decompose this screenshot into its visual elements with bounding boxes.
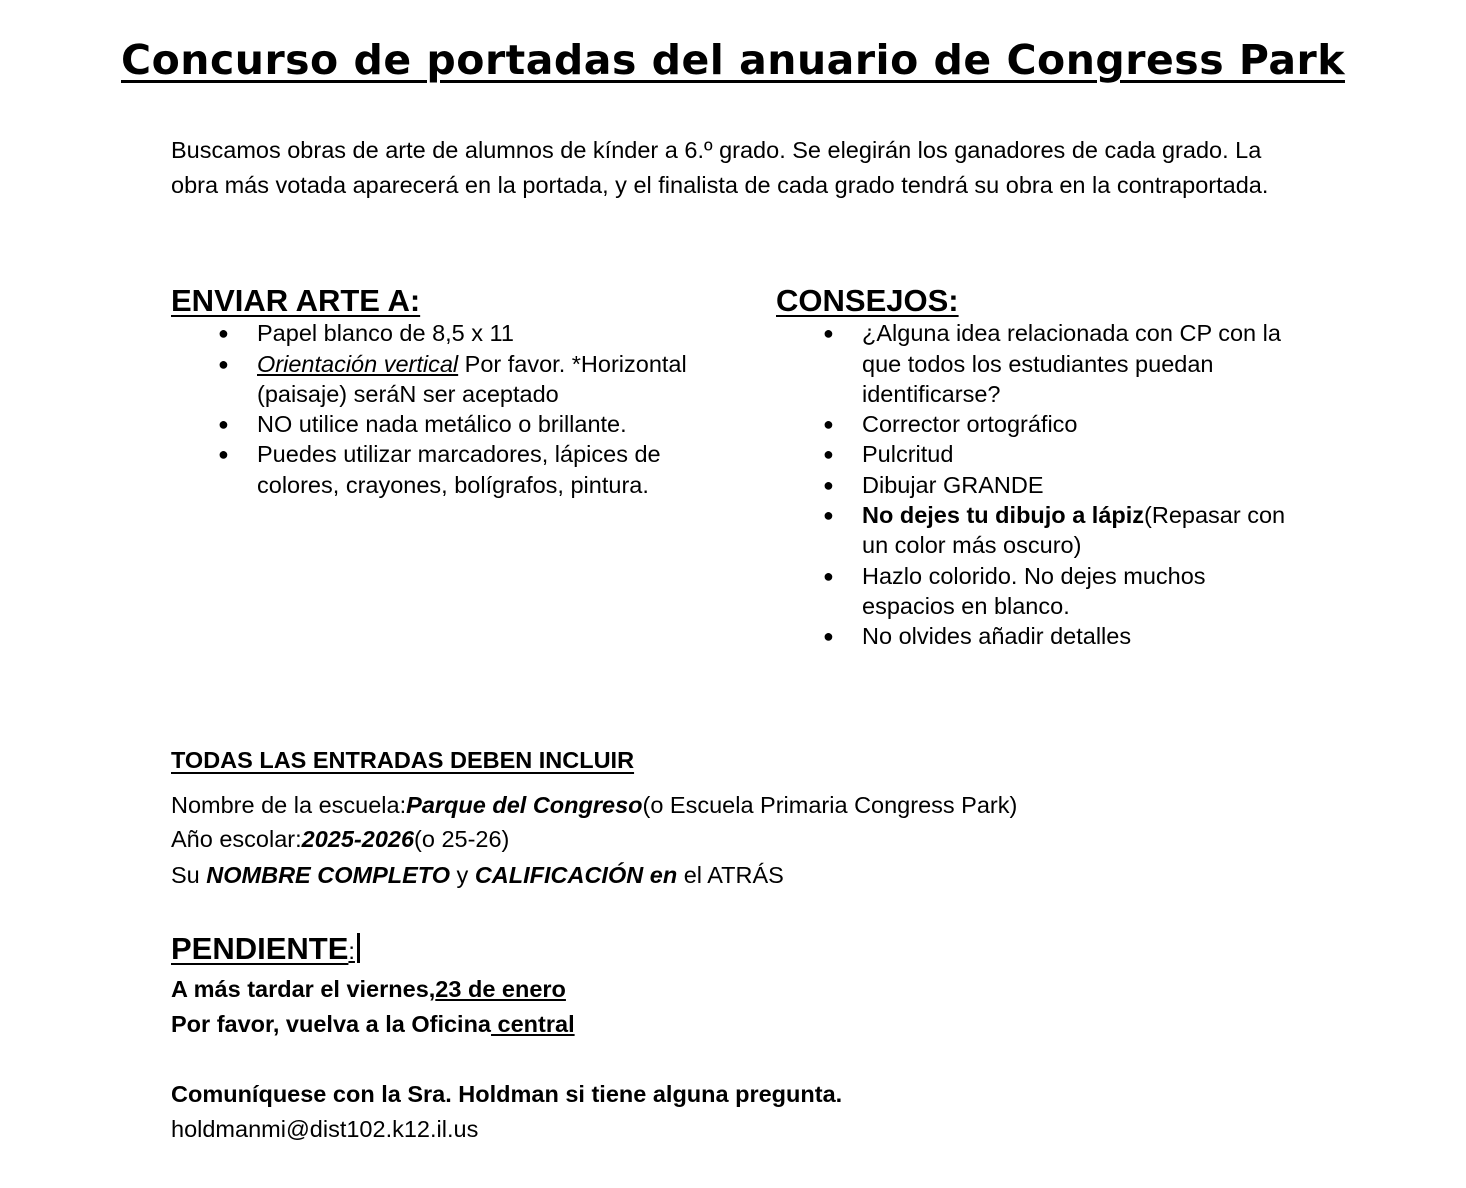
text-cursor [357,933,360,963]
bullet-icon: ● [218,323,229,344]
bullet-icon: ● [823,626,834,647]
tips-heading: CONSEJOS: [776,283,959,318]
contact-line: Comuníquese con la Sra. Holdman si tiene alguna pregunta. [171,1081,843,1107]
list-item: ● Corrector ortográfico [776,409,1296,439]
list-item: ● Hazlo colorido. No dejes muchos espacios en blanco. [823,562,1206,619]
list-item: ● NO utilice nada metálico o brillante. [171,409,701,439]
entries-heading: TODAS LAS ENTRADAS DEBEN INCLUIR [171,747,635,773]
list-item: ● Pulcritud [776,439,1296,469]
list-item: ● No dejes tu dibujo a lápiz(Repasar con un color más oscuro) [823,502,1286,559]
bullet-icon: ● [823,505,834,526]
list-item: ● Puedes utilizar marcadores, lápices de colores, crayones, bolígrafos, pintura. [218,441,661,498]
name-grade-line: Su NOMBRE COMPLETO y CALIFICACIÓN en el ATRÁS [171,862,784,888]
list-item: ● ¿Alguna idea relacionada con CP con la que todos los estudiantes puedan identificarse? [823,320,1281,407]
due-heading: PENDIENTE [171,931,349,966]
bullet-icon: ● [218,444,229,465]
send-art-heading: ENVIAR ARTE A: [171,283,421,318]
due-date-line: A más tardar el viernes,23 de enero [171,976,566,1002]
bullet-icon: ● [823,474,834,495]
bullet-icon: ● [823,414,834,435]
bullet-icon: ● [218,353,229,374]
school-year-line: Año escolar:2025-2026(o 25-26) [171,826,510,852]
return-office-line: Por favor, vuelva a la Oficina central [171,1011,575,1037]
list-item: ● Papel blanco de 8,5 x 11 [171,318,701,348]
intro-paragraph: Buscamos obras de arte de alumnos de kínder a 6.º grado. Se elegirán los ganadores de cada grado. La obra más votada aparecerá en la portada, y el finalista de cada grado tendrá su obra en la contraportada. [171,137,1269,198]
page-title: Concurso de portadas del anuario de Congress Park [121,36,1345,84]
school-name-line: Nombre de la escuela:Parque del Congreso(o Escuela Primaria Congress Park) [171,792,1018,818]
list-item: ● Orientación vertical Por favor. *Horizontal (paisaje) seráN ser aceptado [218,350,687,407]
send-art-list [171,318,701,500]
tips-list [776,318,1296,651]
list-item: ● No olvides añadir detalles [776,621,1296,651]
orientation-emphasis: Orientación vertical [257,350,459,377]
contact-email[interactable]: holdmanmi@dist102.k12.il.us [171,1116,479,1142]
bullet-icon: ● [823,565,834,586]
bullet-icon: ● [823,323,834,344]
tips-section [776,283,1296,652]
due-heading-line: PENDIENTE: [171,931,360,967]
bullet-icon: ● [823,444,834,465]
list-item: ● Dibujar GRANDE [776,470,1296,500]
bullet-icon: ● [218,414,229,435]
send-art-section [171,283,701,500]
